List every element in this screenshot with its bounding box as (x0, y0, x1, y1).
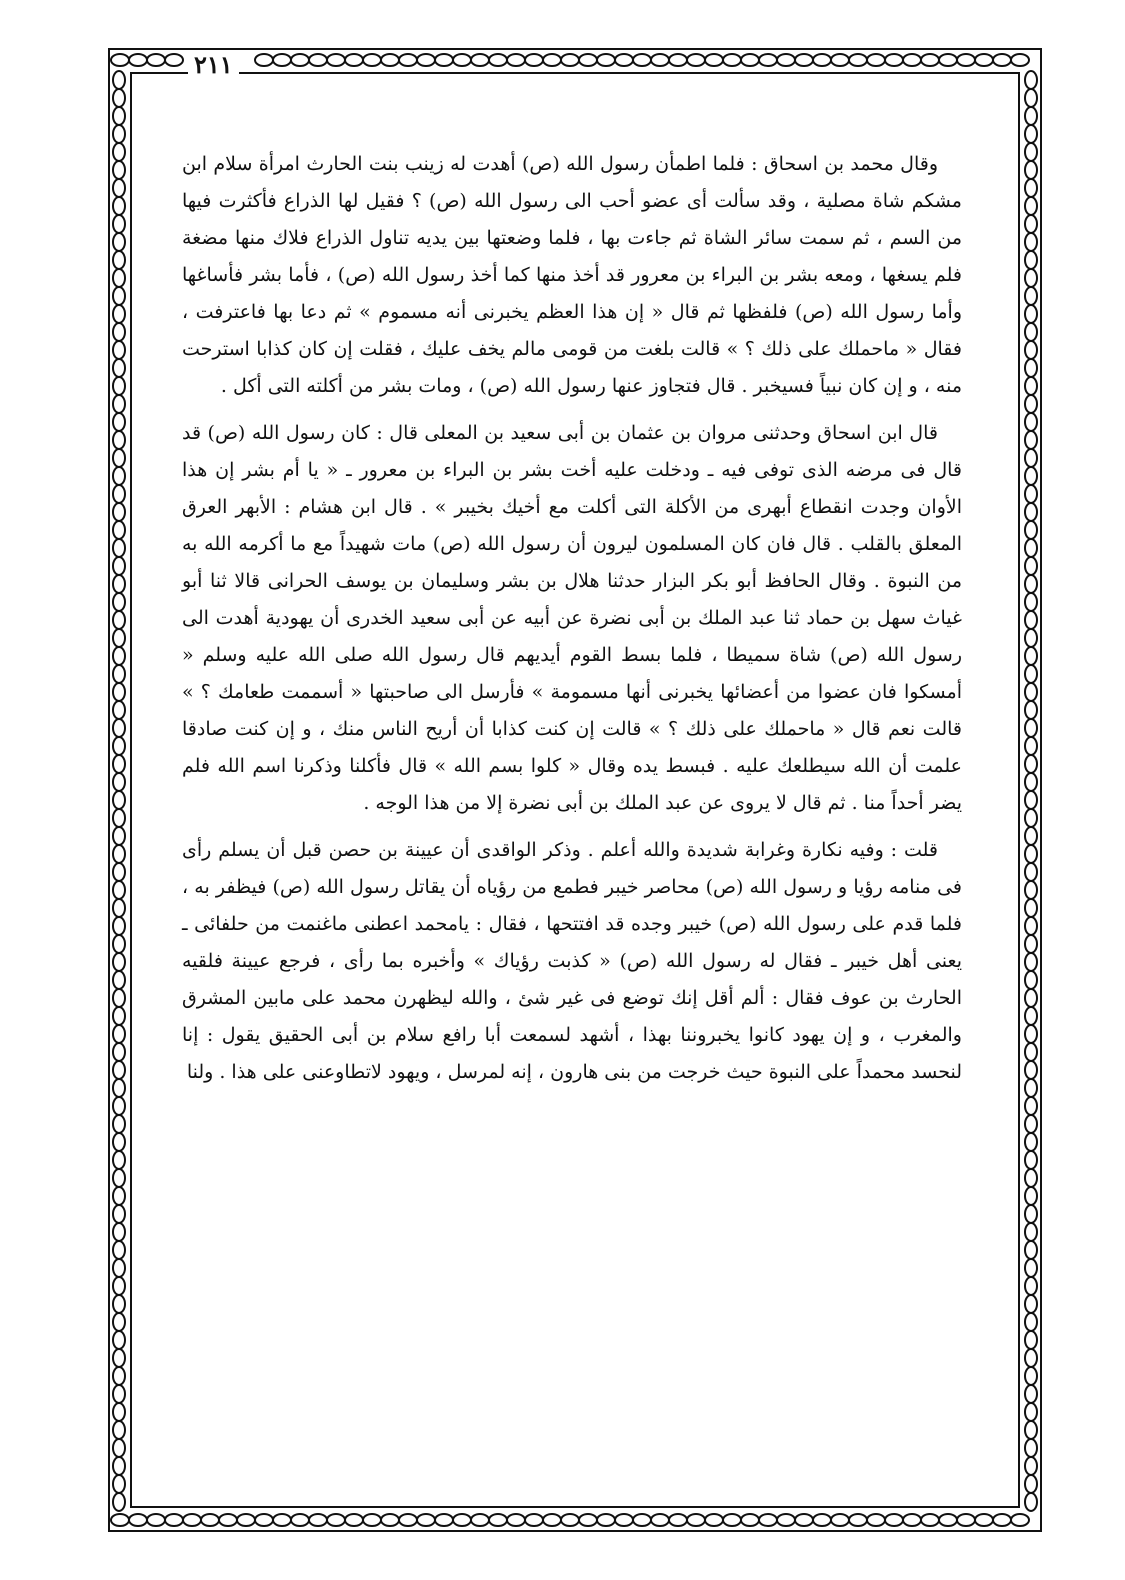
paragraph-2: قال ابن اسحاق وحدثنى مروان بن عثمان بن أبى سعيد بن المعلى قال : كان رسول الله (ص) قد قال فى مرضه الذى توفى فيه ـ ودخلت عليه أخت بشر بن البراء بن معرور ـ « يا أم بشر إن هذا الأوان وجدت انقطاع أبهرى من الأكلة التى أكلت مع أخيك بخيبر » . قال ابن هشام : الأبهر العرق المعلق بالقلب . قال فان كان المسلمون ليرون أن رسول الله (ص) مات شهيداً مع ما أكرمه الله به من النبوة . وقال الحافظ أبو بكر البزار حدثنا هلال بن بشر وسليمان بن يوسف الحرانى قالا ثنا أبو غياث سهل بن حماد ثنا عبد الملك بن أبى نضرة عن أبيه عن أبى سعيد الخدرى أن يهودية أهدت الى رسول الله (ص) شاة سميطا ، فلما بسط القوم أيديهم قال رسول الله صلى الله عليه وسلم « أمسكوا فان عضوا من أعضائها يخبرنى أنها مسمومة » فأرسل الى صاحبتها « أسممت طعامك ؟ » قالت نعم قال « ماحملك على ذلك ؟ » قالت إن كنت كذابا أن أريح الناس منك ، و إن كنت صادقا علمت أن الله سيطلعك عليه . فبسط يده وقال « كلوا بسم الله » قال فأكلنا وذكرنا اسم الله فلم يضر أحداً منا . ثم قال لا يروى عن عبد الملك بن أبى نضرة إلا من هذا الوجه . (182, 422, 962, 814)
page-number: ٢١١ (188, 50, 239, 79)
paragraph-1: وقال محمد بن اسحاق : فلما اطمأن رسول الله (ص) أهدت له زينب بنت الحارث امرأة سلام ابن مشكم شاة مصلية ، وقد سألت أى عضو أحب الى رسول الله (ص) ؟ فقيل لها الذراع فأكثرت فيها من السم ، ثم سمت سائر الشاة ثم جاءت بها ، فلما وضعتها بين يديه تناول الذراع فلاك منها مضغة فلم يسغها ، ومعه بشر بن البراء بن معرور قد أخذ منها كما أخذ رسول الله (ص) ، فأما بشر فأساغها وأما رسول الله (ص) فلفظها ثم قال « إن هذا العظم يخبرنى أنه مسموم » ثم دعا بها فاعترفت ، فقال « ماحملك على ذلك ؟ » قالت بلغت من قومى مالم يخف عليك ، فقلت إن كان كذابا استرحت منه ، و إن كان نبياً فسيخبر . قال فتجاوز عنها رسول الله (ص) ، ومات بشر من أكلته التى أكل . (182, 153, 962, 397)
page-body (182, 146, 962, 1091)
paragraph-3: قلت : وفيه نكارة وغرابة شديدة والله أعلم . وذكر الواقدى أن عيينة بن حصن قبل أن يسلم رأى فى منامه رؤيا و رسول الله (ص) محاصر خيبر فطمع من رؤياه أن يقاتل رسول الله (ص) فيظفر به ، فلما قدم على رسول الله (ص) خيبر وجده قد افتتحها ، فقال : يامحمد اعطنى ماغنمت من حلفائى ـ يعنى أهل خيبر ـ فقال له رسول الله (ص) « كذبت رؤياك » وأخبره بما رأى ، فرجع عيينة فلقيه الحارث بن عوف فقال : ألم أقل إنك توضع فى غير شئ ، والله ليظهرن محمد على مابين المشرق والمغرب ، و إن يهود كانوا يخبروننا بهذا ، أشهد لسمعت أبا رافع سلام بن أبى الحقيق يقول : إنا لنحسد محمداً على النبوة حيث خرجت من بنى هارون ، إنه لمرسل ، ويهود لاتطاوعنى على هذا . ولنا (182, 839, 962, 1083)
